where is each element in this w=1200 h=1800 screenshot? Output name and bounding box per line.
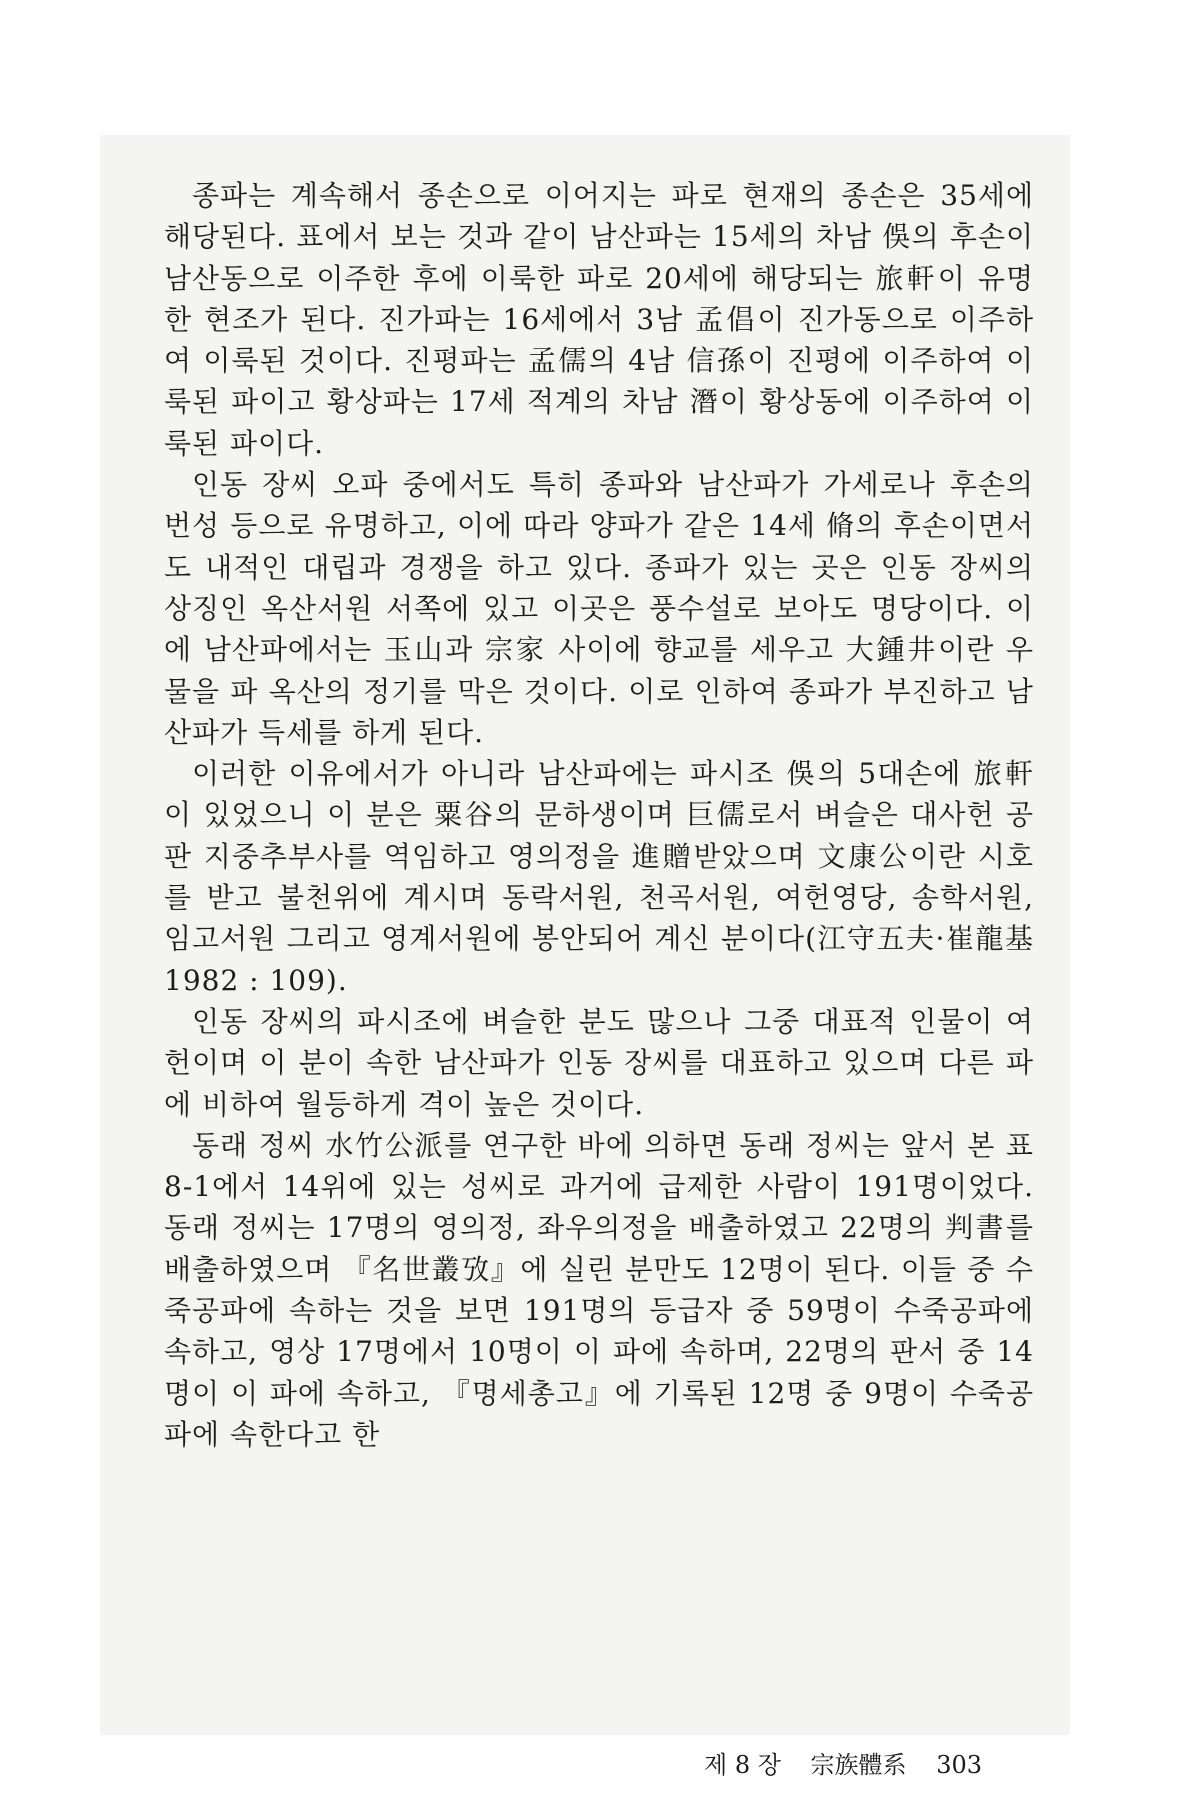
paragraph-2: 인동 장씨 오파 중에서도 특히 종파와 남산파가 가세로나 후손의 번성 등으로 유명하고, 이에 따라 양파가 같은 14세 脩의 후손이면서도 내적인 대립과 경쟁을 하고 있다. 종파가 있는 곳은 인동 장씨의 상징인 옥산서원 서쪽에 있고 이곳은 풍수설로 보아도 명당이다. 이에 남산파에서는 玉山과 宗家 사이에 향교를 세우고 大鍾井이란 우물을 파 옥산의 정기를 막은 것이다. 이로 인하여 종파가 부진하고 남산파가 득세를 하게 된다. xyxy=(164,468,1034,749)
page-number: 303 xyxy=(936,1751,982,1779)
page-footer xyxy=(704,1745,982,1780)
paragraph-4: 인동 장씨의 파시조에 벼슬한 분도 많으나 그중 대표적 인물이 여헌이며 이 분이 속한 남산파가 인동 장씨를 대표하고 있으며 다른 파에 비하여 월등하게 격이 높은 것이다. xyxy=(164,1004,1034,1121)
book-page xyxy=(100,135,1070,1779)
chapter-label: 제 8 장 xyxy=(704,1751,781,1779)
paragraph-1: 종파는 계속해서 종손으로 이어지는 파로 현재의 종손은 35세에 해당된다. 표에서 보는 것과 같이 남산파는 15세의 차남 俁의 후손이 남산동으로 이주한 후에 이룩한 파로 20세에 해당되는 旅軒이 유명한 현조가 된다. 진가파는 16세에서 3남 孟倡이 진가동으로 이주하여 이룩된 것이다. 진평파는 孟儒의 4남 信孫이 진평에 이주하여 이룩된 파이고 황상파는 17세 적계의 차남 潛이 황상동에 이주하여 이룩된 파이다. xyxy=(164,179,1034,460)
paragraph-5: 동래 정씨 水竹公派를 연구한 바에 의하면 동래 정씨는 앞서 본 표 8-1에서 14위에 있는 성씨로 과거에 급제한 사람이 191명이었다. 동래 정씨는 17명의 영의정, 좌우의정을 배출하였고 22명의 判書를 배출하였으며 『名世叢攷』에 실린 분만도 12명이 된다. 이들 중 수죽공파에 속하는 것을 보면 191명의 등급자 중 59명이 수죽공파에 속하고, 영상 17명에서 10명이 이 파에 속하며, 22명의 판서 중 14명이 이 파에 속하고, 『명세총고』에 기록된 12명 중 9명이 수죽공파에 속한다고 한 xyxy=(164,1128,1034,1451)
body-text xyxy=(164,175,1034,1455)
chapter-title: 宗族體系 xyxy=(810,1751,907,1779)
paragraph-3: 이러한 이유에서가 아니라 남산파에는 파시조 俁의 5대손에 旅軒이 있었으니 이 분은 粟谷의 문하생이며 巨儒로서 벼슬은 대사헌 공판 지중추부사를 역임하고 영의정을 進贈받았으며 文康公이란 시호를 받고 불천위에 계시며 동락서원, 천곡서원, 여헌영당, 송학서원, 임고서원 그리고 영계서원에 봉안되어 계신 분이다(江守五夫·崔龍基 1982 : 109). xyxy=(164,757,1034,997)
